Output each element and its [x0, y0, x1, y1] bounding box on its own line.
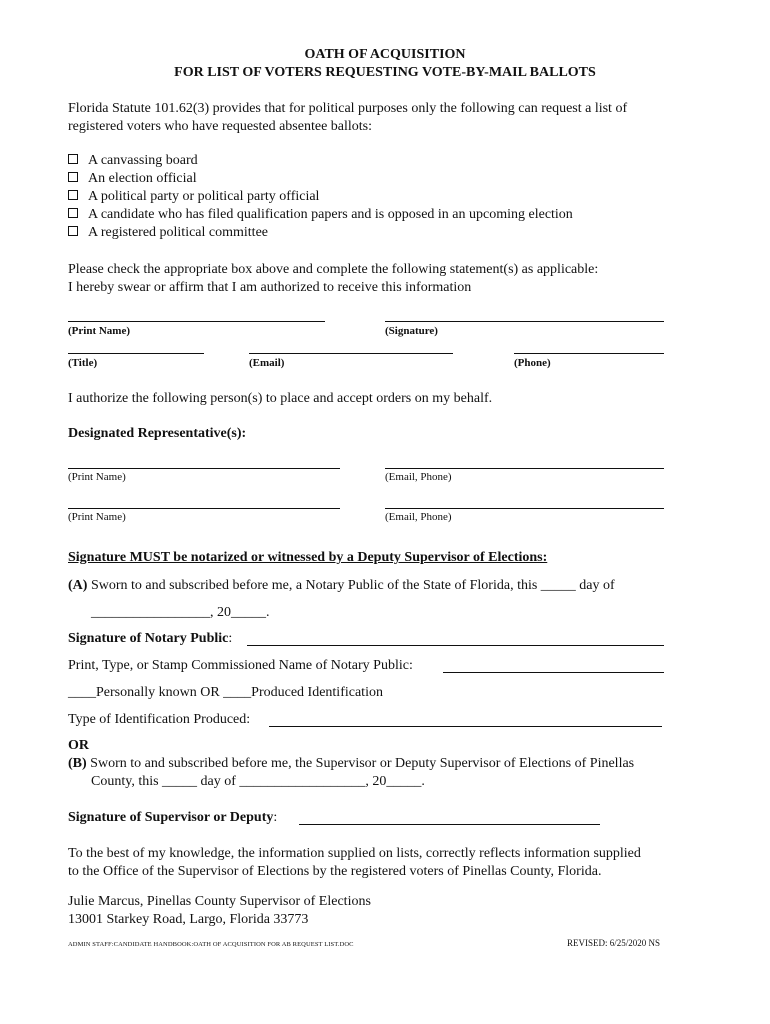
supervisor-signature-line[interactable]: [299, 824, 600, 825]
notary-signature-line[interactable]: [247, 645, 664, 646]
id-type-label: Type of Identification Produced:: [68, 712, 251, 727]
identification-known-row[interactable]: ____Personally known OR ____Produced Identification: [68, 685, 383, 700]
rep2-email-phone-line[interactable]: [385, 508, 664, 509]
notary-option-a: [68, 577, 615, 595]
document-title-line1: OATH OF ACQUISITION: [304, 47, 466, 62]
intro-line1: Florida Statute 101.62(3) provides that for political purposes only the following can request a list of: [68, 101, 628, 116]
option-label: An election official: [88, 171, 197, 186]
supervisor-signature-label: Signature of Supervisor or Deputy: [68, 810, 274, 825]
checkbox-canvassing-board[interactable]: [68, 154, 78, 164]
notary-print-name-label: Print, Type, or Stamp Commissioned Name of Notary Public:: [68, 658, 413, 673]
email-label: (Email): [249, 357, 285, 369]
checkbox-political-committee[interactable]: [68, 226, 78, 236]
option-a-date-line[interactable]: _________________, 20_____.: [91, 605, 270, 620]
option-candidate: [68, 207, 573, 223]
option-canvassing-board: [68, 153, 198, 169]
rep2-print-name-line[interactable]: [68, 508, 340, 509]
id-type-line[interactable]: [269, 726, 662, 727]
notary-print-name-line[interactable]: [443, 672, 664, 673]
intro-line2: registered voters who have requested absentee ballots:: [68, 119, 373, 134]
footer-revised: REVISED: 6/25/2020 NS: [567, 938, 661, 948]
phone-label: (Phone): [514, 357, 551, 369]
rep1-print-name-label: (Print Name): [68, 471, 126, 483]
checkbox-candidate[interactable]: [68, 208, 78, 218]
or-label: OR: [68, 738, 89, 753]
supervisor-address: 13001 Starkey Road, Largo, Florida 33773: [68, 912, 309, 927]
option-b-label: (B): [68, 756, 87, 771]
option-election-official: [68, 171, 197, 187]
print-name-line[interactable]: [68, 321, 325, 322]
option-b-text: Sworn to and subscribed before me, the Supervisor or Deputy Supervisor of Elections of Pinellas: [90, 756, 635, 771]
option-label: A candidate who has filed qualification papers and is opposed in an upcoming election: [88, 207, 573, 222]
title-line[interactable]: [68, 353, 204, 354]
option-label: A registered political committee: [88, 225, 268, 240]
authorize-text: I authorize the following person(s) to place and accept orders on my behalf.: [68, 391, 493, 406]
option-political-committee: [68, 225, 268, 241]
notary-signature-colon: :: [228, 631, 233, 646]
notary-signature-label: Signature of Notary Public: [68, 631, 229, 646]
option-a-text: Sworn to and subscribed before me, a Notary Public of the State of Florida, this _____ day of: [90, 578, 615, 593]
option-a-label: (A): [68, 578, 88, 593]
phone-line[interactable]: [514, 353, 664, 354]
option-label: A political party or political party official: [88, 189, 320, 204]
signature-label: (Signature): [385, 325, 438, 337]
checkbox-political-party[interactable]: [68, 190, 78, 200]
supervisor-signature-colon: :: [273, 810, 278, 825]
notary-option-b: [68, 755, 634, 773]
supervisor-signature-row: [68, 809, 277, 827]
supervisor-name: Julie Marcus, Pinellas County Supervisor of Elections: [68, 894, 371, 909]
closing-line1: To the best of my knowledge, the information supplied on lists, correctly reflects information supplied: [68, 846, 641, 861]
email-line[interactable]: [249, 353, 453, 354]
option-political-party: [68, 189, 319, 205]
notary-signature-row: [68, 630, 232, 648]
notary-heading: Signature MUST be notarized or witnessed by a Deputy Supervisor of Elections:: [68, 550, 548, 565]
title-label: (Title): [68, 357, 98, 369]
instruction-line2: I hereby swear or affirm that I am authorized to receive this information: [68, 280, 472, 295]
rep1-print-name-line[interactable]: [68, 468, 340, 469]
footer-filename: ADMIN STAFF:CANDIDATE HANDBOOK:OATH OF ACQUISITION FOR AB REQUEST LIST.DOC: [68, 941, 354, 948]
checkbox-election-official[interactable]: [68, 172, 78, 182]
print-name-label: (Print Name): [68, 325, 131, 337]
rep2-print-name-label: (Print Name): [68, 511, 126, 523]
option-label: A canvassing board: [88, 153, 198, 168]
rep1-email-phone-line[interactable]: [385, 468, 664, 469]
representatives-heading: Designated Representative(s):: [68, 426, 247, 441]
document-title-line2: FOR LIST OF VOTERS REQUESTING VOTE-BY-MAIL BALLOTS: [174, 65, 596, 80]
rep1-email-phone-label: (Email, Phone): [385, 471, 452, 483]
instruction-line1: Please check the appropriate box above and complete the following statement(s) as applicable:: [68, 262, 599, 277]
signature-line[interactable]: [385, 321, 664, 322]
closing-line2: to the Office of the Supervisor of Elections by the registered voters of Pinellas County, Florida.: [68, 864, 602, 879]
option-b-date-line[interactable]: County, this _____ day of __________________, 20_____.: [91, 774, 425, 789]
rep2-email-phone-label: (Email, Phone): [385, 511, 452, 523]
